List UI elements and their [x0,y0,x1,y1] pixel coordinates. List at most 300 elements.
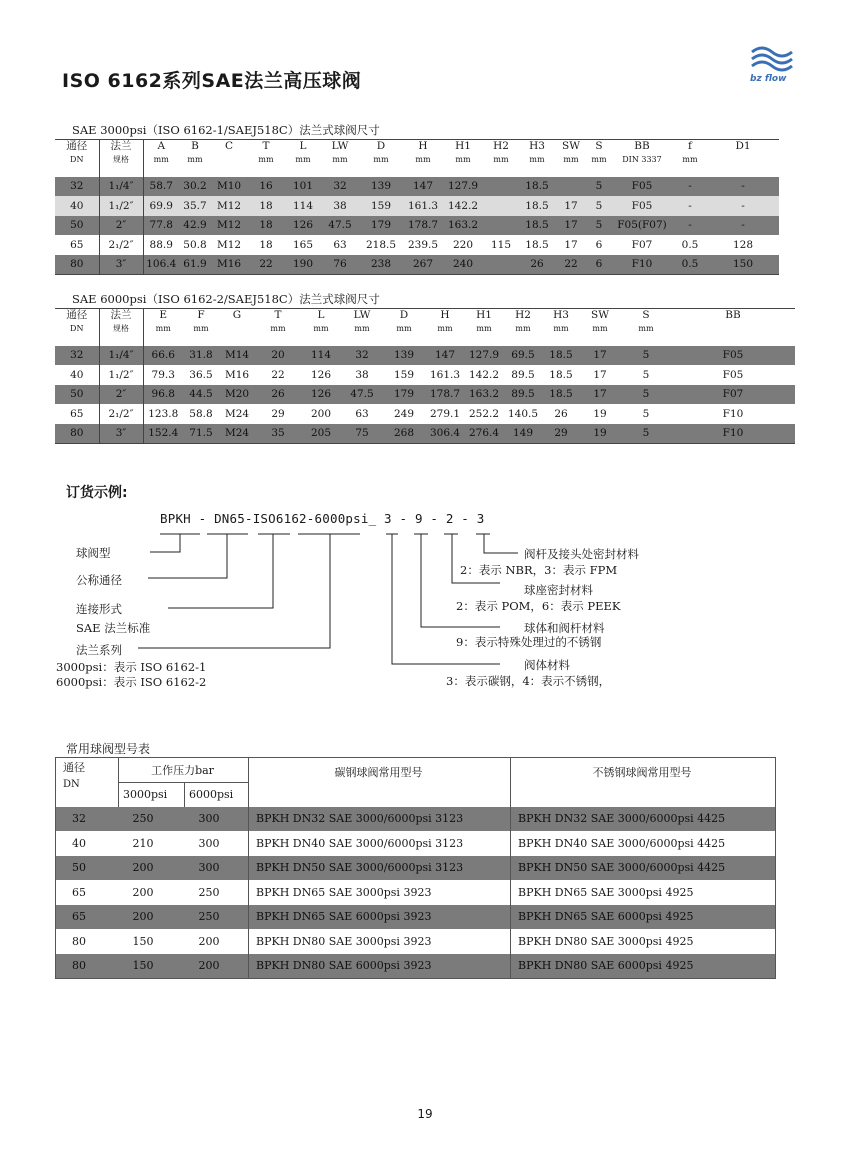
t3-header-carbon: 碳钢球阀常用型号 [249,758,511,807]
table1-cell: M12 [211,216,247,236]
table3-cell: BPKH DN80 SAE 3000psi 3923 [249,929,511,954]
table1-cell: 126 [285,216,321,236]
table1-cell: 114 [285,196,321,216]
table1-caption: SAE 3000psi（ISO 6162-1/SAEJ518C）法兰式球阀尺寸 [72,123,380,137]
table1-header-unit: mm [415,155,431,164]
table2-header-label: S [642,309,650,321]
table1-cell: 218.5 [359,235,403,255]
table1-header-unit: mm [563,155,579,164]
table1-header-label: H [418,140,428,152]
table-row [55,404,795,424]
table2-header-unit: mm [592,324,608,333]
table3-cell: BPKH DN65 SAE 6000psi 4925 [511,905,776,930]
table1-cell: 142.2 [443,196,483,216]
table2-caption: SAE 6000psi（ISO 6162-2/SAEJ518C）法兰式球阀尺寸 [72,292,380,306]
table1-cell [483,216,519,236]
table1-cell: 239.5 [403,235,443,255]
table2-cell: 149 [503,424,543,444]
table3-cell: 80 [56,954,119,979]
table2-cell: 276.4 [465,424,503,444]
table1-header-cell [285,140,321,177]
table1-header-unit: mm [332,155,348,164]
table1-cell: 163.2 [443,216,483,236]
table2-cell: 89.5 [503,385,543,405]
table2-cell: 50 [55,385,99,405]
label-body-material-options: 3：表示碳钢，4：表示不锈钢， [446,674,611,688]
table2-cell: 75 [341,424,383,444]
table2-cell: 36.5 [183,365,219,385]
table3-cell: 150 [119,929,185,954]
table1-header-cell [211,140,247,177]
t3-header-stainless: 不锈钢球阀常用型号 [511,758,776,807]
table3-cell: BPKH DN65 SAE 6000psi 3923 [249,905,511,930]
table1-cell: 38 [321,196,359,216]
table2-header-unit: mm [313,324,329,333]
table1-sae3000 [55,139,779,275]
table1-header-label: SW [562,140,580,152]
table2-header-label: H1 [476,309,492,321]
table2-cell: 26 [543,404,579,424]
table2-cell: 2″ [99,385,143,405]
table3-cell: BPKH DN80 SAE 6000psi 4925 [511,954,776,979]
table2-header-cell [219,309,255,346]
table3-cell: 250 [119,807,185,832]
table1-header-label: H3 [529,140,545,152]
table2-header-label: 法兰 [110,309,132,321]
table1-header-unit: mm [258,155,274,164]
page-title: ISO 6162系列SAE法兰高压球阀 [62,70,362,92]
table-row [55,255,779,275]
table1-header-label: H2 [493,140,509,152]
table2-cell: 17 [579,385,621,405]
table1-header-label: LW [331,140,349,152]
table1-header-cell [483,140,519,177]
table1-cell: 161.3 [403,196,443,216]
table-row [55,385,795,405]
table2-header-cell [183,309,219,346]
table2-cell: 18.5 [543,385,579,405]
table-row [56,831,776,856]
table3-cell: BPKH DN65 SAE 3000psi 3923 [249,880,511,905]
table2-cell: 268 [383,424,425,444]
table1-cell: 5 [587,177,611,197]
table1-cell: 220 [443,235,483,255]
table1-cell: - [707,177,779,197]
table1-header-cell [611,140,673,177]
table2-header-unit: mm [476,324,492,333]
table1-header-label: 通径 [66,140,88,152]
table1-cell: 6 [587,255,611,275]
table1-cell: 5 [587,196,611,216]
table1-cell: F07 [611,235,673,255]
table3-cell: BPKH DN65 SAE 3000psi 4925 [511,880,776,905]
table3-cell: BPKH DN50 SAE 3000/6000psi 4425 [511,856,776,881]
table1-header-label: C [224,140,234,152]
table1-cell: 77.8 [143,216,179,236]
table2-cell: 18.5 [543,346,579,366]
table2-cell: 31.8 [183,346,219,366]
table3-cell: 300 [185,807,249,832]
table2-header-unit: DN [70,324,84,333]
table1-cell [483,255,519,275]
table2-cell: 22 [255,365,301,385]
table2-cell: 127.9 [465,346,503,366]
table1-cell: M16 [211,255,247,275]
label-6000psi-note: 6000psi：表示 ISO 6162-2 [56,675,207,689]
label-nominal-diameter: 公称通径 [76,573,122,587]
table1-cell: 139 [359,177,403,197]
table1-header-cell [443,140,483,177]
table-row [56,880,776,905]
table1-cell: 18 [247,216,285,236]
table1-cell: 1₁/2″ [99,196,143,216]
table3-cell: 200 [119,880,185,905]
table2-cell: 306.4 [425,424,465,444]
table2-cell: 252.2 [465,404,503,424]
table2-header-unit: mm [155,324,171,333]
table1-header-label: D1 [735,140,751,152]
table1-cell: F10 [611,255,673,275]
table2-cell: 139 [383,346,425,366]
table2-header-label: H [440,309,450,321]
table2-header-unit: mm [396,324,412,333]
table3-cell: 65 [56,905,119,930]
table2-cell: 123.8 [143,404,183,424]
table1-header-cell [99,140,143,177]
table1-cell: 1₁/4″ [99,177,143,197]
table1-header-cell [673,140,707,177]
table1-cell: 267 [403,255,443,275]
table1-cell: F05 [611,196,673,216]
table-row [56,954,776,979]
table2-header-cell [621,309,671,346]
table2-header-cell [465,309,503,346]
table1-header-unit: mm [153,155,169,164]
table1-cell: 17 [555,235,587,255]
label-3000psi-note: 3000psi：表示 ISO 6162-1 [56,660,207,674]
table1-cell: 35.7 [179,196,211,216]
table1-cell: - [673,196,707,216]
table1-header-cell [587,140,611,177]
table2-header-label: F [197,309,205,321]
table2-cell: 140.5 [503,404,543,424]
table2-header-label: H3 [553,309,569,321]
table1-cell: 2″ [99,216,143,236]
table1-header-label: D [376,140,386,152]
table2-header-unit: mm [553,324,569,333]
t3-header-6000psi: 6000psi [185,782,249,807]
table1-cell: 22 [247,255,285,275]
table1-cell: 32 [321,177,359,197]
table1-cell: M12 [211,235,247,255]
table2-header-unit: mm [515,324,531,333]
table2-header-cell [671,309,795,346]
table1-cell: 147 [403,177,443,197]
table2-cell: 18.5 [543,365,579,385]
order-code: BPKH - DN65-ISO6162-6000psi_ 3 - 9 - 2 - 3 [160,511,485,526]
table1-cell: M10 [211,177,247,197]
table2-cell: 20 [255,346,301,366]
table3-cell: 80 [56,929,119,954]
table-row [55,177,779,197]
table2-header-label: T [274,309,282,321]
table1-cell: 18.5 [519,216,555,236]
table2-header-cell [99,309,143,346]
table-row [55,346,795,366]
table1-cell: 17 [555,196,587,216]
table2-cell: 159 [383,365,425,385]
table1-header-cell [555,140,587,177]
table2-cell: M24 [219,404,255,424]
table1-header-unit: DN [70,155,84,164]
table1-cell [483,177,519,197]
table2-cell: 79.3 [143,365,183,385]
table1-cell: 42.9 [179,216,211,236]
table1-cell: 61.9 [179,255,211,275]
table2-cell: 114 [301,346,341,366]
table2-header-cell [301,309,341,346]
table2-header-unit: mm [193,324,209,333]
table1-cell: 159 [359,196,403,216]
table2-cell: 65 [55,404,99,424]
table2-cell: 178.7 [425,385,465,405]
table1-cell: 115 [483,235,519,255]
table3-cell: 250 [185,905,249,930]
table2-header-unit: 规格 [113,324,129,333]
label-stem-seal-options: 2：表示 NBR，3：表示 FPM [460,563,618,577]
table1-cell: 40 [55,196,99,216]
label-body-material: 阀体材料 [524,658,570,672]
table1-header-cell [403,140,443,177]
table3-common-models [55,757,776,979]
table1-header-cell [247,140,285,177]
table1-cell: 69.9 [143,196,179,216]
table1-header-label: 法兰 [110,140,132,152]
table2-cell: 17 [579,346,621,366]
table2-header-label: BB [725,309,741,321]
table1-cell: 18.5 [519,235,555,255]
table2-header-cell [255,309,301,346]
table1-cell: - [707,216,779,236]
table2-cell: 40 [55,365,99,385]
table3-cell: 200 [119,856,185,881]
table1-header-unit: mm [591,155,607,164]
table-row [55,196,779,216]
table1-cell: 6 [587,235,611,255]
table2-header-unit: mm [354,324,370,333]
table1-header-unit: mm [373,155,389,164]
table1-cell: 179 [359,216,403,236]
table3-cell: 300 [185,831,249,856]
t3-header-dn [56,758,119,807]
label-ball-stem-material: 球体和阀杆材料 [524,621,605,635]
table2-cell: 89.5 [503,365,543,385]
label-connection-type: 连接形式 [76,602,122,616]
table2-cell: M14 [219,346,255,366]
table2-cell: 1₁/2″ [99,365,143,385]
table-row [56,807,776,832]
table1-cell: F05(F07) [611,216,673,236]
table1-header-label: B [191,140,199,152]
table3-cell: BPKH DN40 SAE 3000/6000psi 3123 [249,831,511,856]
table1-cell: 76 [321,255,359,275]
table2-cell: 69.5 [503,346,543,366]
table2-header-label: SW [591,309,609,321]
table1-header-unit: mm [187,155,203,164]
table2-cell: 5 [621,365,671,385]
table1-header-cell [55,140,99,177]
label-seat-seal-options: 2：表示 POM，6：表示 PEEK [456,599,621,613]
table2-header-label: D [399,309,409,321]
table2-header-unit: mm [270,324,286,333]
table2-cell: 161.3 [425,365,465,385]
table1-cell: 5 [587,216,611,236]
table2-header-label: G [232,309,242,321]
table1-cell: - [673,177,707,197]
table3-cell: 65 [56,880,119,905]
table1-header-unit: DIN 3337 [622,155,662,164]
table-row [56,929,776,954]
table2-cell: 1₁/4″ [99,346,143,366]
table2-cell: M24 [219,424,255,444]
table3-cell: 200 [185,929,249,954]
label-seat-seal-material: 球座密封材料 [524,583,593,597]
table3-cell: 200 [185,954,249,979]
table1-cell: 50.8 [179,235,211,255]
table2-header-cell [383,309,425,346]
table2-cell: 5 [621,404,671,424]
table1-cell: 47.5 [321,216,359,236]
table2-cell: F10 [671,404,795,424]
table2-cell: 2₁/2″ [99,404,143,424]
table1-cell: 32 [55,177,99,197]
t3-header-3000psi: 3000psi [119,782,185,807]
table2-cell: 17 [579,365,621,385]
table1-cell: 240 [443,255,483,275]
table1-cell: 18 [247,196,285,216]
table1-header-unit: mm [455,155,471,164]
table3-cell: 150 [119,954,185,979]
label-flange-series: 法兰系列 [76,643,122,657]
table1-cell: 18 [247,235,285,255]
table1-header-unit: mm [529,155,545,164]
table-row [55,216,779,236]
table1-cell: 22 [555,255,587,275]
table2-cell: 163.2 [465,385,503,405]
table1-cell: 30.2 [179,177,211,197]
table1-cell: 18.5 [519,177,555,197]
table2-header-label: LW [353,309,371,321]
table2-cell: 152.4 [143,424,183,444]
table1-header-label: BB [634,140,650,152]
table1-header-label: f [688,140,692,152]
table2-cell: 3″ [99,424,143,444]
table3-cell: 250 [185,880,249,905]
table2-cell: 29 [255,404,301,424]
t3-header-dn-unit: DN [63,779,80,790]
label-sae-flange-standard: SAE 法兰标准 [76,621,151,635]
table2-header-cell [143,309,183,346]
table1-header-label: H1 [455,140,471,152]
table-row [55,365,795,385]
table2-header-cell [55,309,99,346]
table2-header-label: 通径 [66,309,88,321]
table1-cell: - [673,216,707,236]
table1-cell: 26 [519,255,555,275]
table2-cell: 96.8 [143,385,183,405]
table1-header-label: T [262,140,270,152]
table-row [55,424,795,444]
table-row [56,905,776,930]
table2-cell: 47.5 [341,385,383,405]
table2-cell: M20 [219,385,255,405]
table1-cell: 3″ [99,255,143,275]
table2-cell: F05 [671,365,795,385]
table1-cell: 58.7 [143,177,179,197]
order-example-heading: 订货示例: [66,485,128,501]
label-stem-seal-material: 阀杆及接头处密封材料 [524,547,639,561]
page-number: 19 [417,1107,433,1121]
table2-cell: M16 [219,365,255,385]
table2-cell: 58.8 [183,404,219,424]
table2-sae6000 [55,308,795,444]
table1-cell: 17 [555,216,587,236]
table1-header-unit: mm [682,155,698,164]
table3-cell: 300 [185,856,249,881]
table1-cell: 101 [285,177,321,197]
table-row [56,856,776,881]
table2-header-label: L [317,309,325,321]
table3-cell: 32 [56,807,119,832]
table1-cell: 88.9 [143,235,179,255]
table2-cell: 200 [301,404,341,424]
table2-cell: 279.1 [425,404,465,424]
table1-header-label: A [157,140,166,152]
table2-header-unit: mm [638,324,654,333]
table2-header-cell [503,309,543,346]
table2-cell: 126 [301,385,341,405]
table3-cell: BPKH DN80 SAE 6000psi 3923 [249,954,511,979]
table2-cell: 5 [621,346,671,366]
table1-cell: 238 [359,255,403,275]
table1-cell: 0.5 [673,255,707,275]
table3-cell: 200 [119,905,185,930]
table1-cell: 178.7 [403,216,443,236]
table2-header-cell [543,309,579,346]
table3-cell: BPKH DN50 SAE 3000/6000psi 3123 [249,856,511,881]
table2-header-label: H2 [515,309,531,321]
table2-cell: 32 [55,346,99,366]
table2-cell: 35 [255,424,301,444]
table1-cell [483,196,519,216]
table2-cell: 249 [383,404,425,424]
table1-cell: 165 [285,235,321,255]
table1-cell: 106.4 [143,255,179,275]
table1-cell: - [707,196,779,216]
table2-cell: 19 [579,424,621,444]
table2-cell: F10 [671,424,795,444]
table2-cell: 80 [55,424,99,444]
table2-cell: 38 [341,365,383,385]
table2-cell: 29 [543,424,579,444]
table-row [55,235,779,255]
table2-header-label: E [159,309,168,321]
table2-cell: 5 [621,424,671,444]
table1-header-cell [707,140,779,177]
table2-cell: 44.5 [183,385,219,405]
table1-header-cell [179,140,211,177]
table2-cell: 19 [579,404,621,424]
